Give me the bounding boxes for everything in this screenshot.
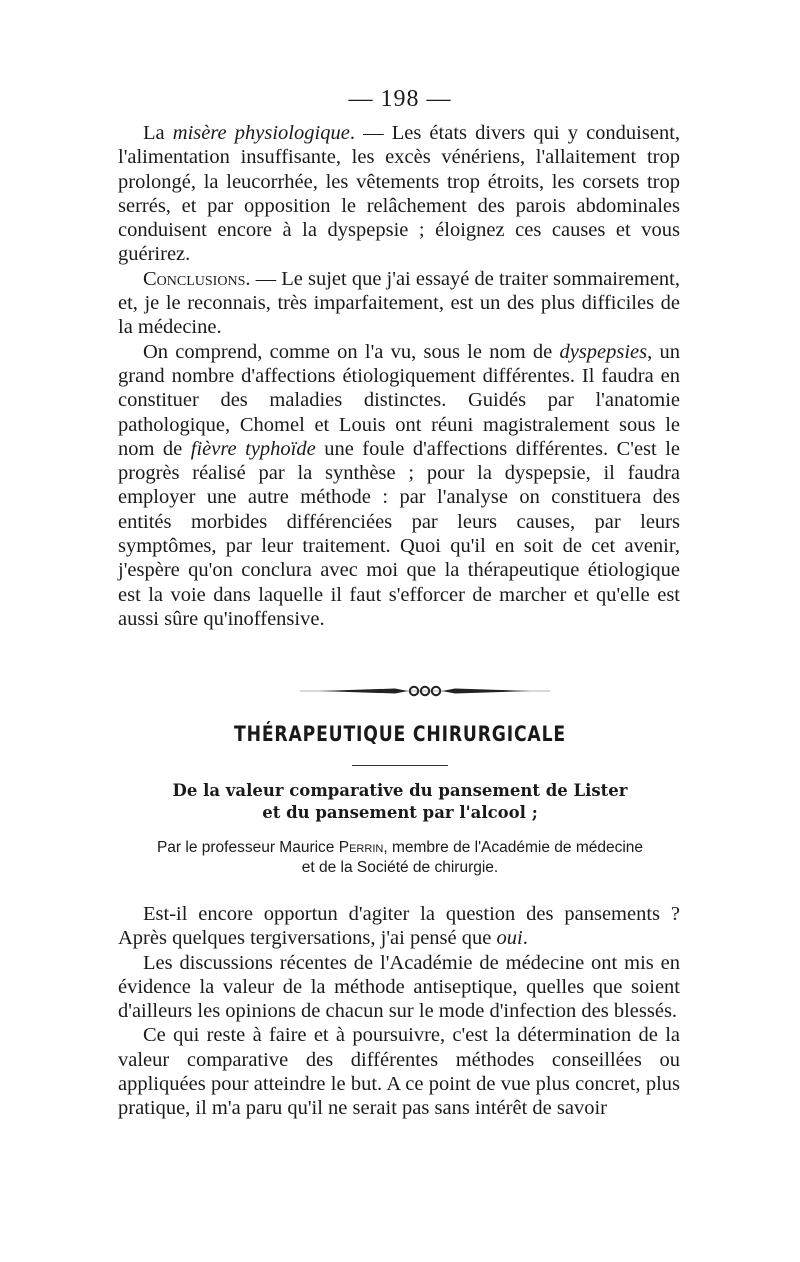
paragraph-text: On comprend, comme on l'a vu, sous le nom de [143,340,560,363]
byline-line-1 [0,838,800,858]
paragraph-lead: La [143,122,173,144]
byline [0,838,800,878]
byline-prefix: Par le professeur Maurice [156,839,339,856]
paragraph-text: — Le sujet que j'ai essayé de traiter sommairement, et, je le reconnais, très imparfaitement, est un des plus difficiles de la médecine. [118,267,680,339]
byline-suffix: , membre de l'Académie de médecine [383,839,644,856]
paragraph-dyspepsies [118,340,680,632]
paragraph-text: . [522,927,528,950]
paragraph-discussions: Les discussions récentes de l'Académie de médecine ont mis en évidence la valeur de la méthode antiseptique, quelles que soient d'ailleurs les opinions de chacun sur le mode d'infection des blessés. [118,951,680,1023]
paragraph-text: . — Les états divers qui y conduisent, l'alimentation insuffisante, les excès vénériens, l'allaitement trop prolongé, la leucorrhée, les vêtements trop étroits, les corsets trop serrés, et par opposition le relâchement des parois abdominales conduisent encore à la dyspepsie ; éloignez ces causes et vous guérirez. [118,122,681,266]
author-name: Perrin [338,839,384,856]
body-text-article [118,902,680,1121]
paragraph-text: Est-il encore opportun d'agiter la question des pansements ? Après quelques tergiversations, j'ai pensé que [118,903,680,950]
body-text-top [118,121,680,631]
italic-term: misère physiologique [172,122,350,144]
paragraph-text: une foule d'affections différentes. C'est le progrès réalisé par la synthèse ; pour la dyspepsie, il faudra employer une autre méthode : par l'analyse on constituera des entités morbides différenciées par leurs causes, par leurs symptômes, par leur traitement. Quoi qu'il en soit de cet avenir, j'espère qu'on conclura avec moi que la thérapeutique étiologique est la voie dans laquelle il faut s'efforcer de marcher et qu'elle est aussi sûre qu'inoffensive. [118,437,680,630]
italic-term: oui [496,927,523,950]
ornamental-divider [300,680,550,702]
conclusions-heading: Conclusions. [143,267,251,290]
italic-term: dyspepsies [559,340,648,363]
paragraph-opening [118,902,680,951]
paragraph-text: , un grand nombre d'affections étiologiquement différentes. Il faudra en constituer des maladies distinctes. Guidés par l'anatomie pathologique, Chomel et Louis ont réuni magistralement sous le nom de [118,340,680,460]
byline-line-2: et de la Société de chirurgie. [301,859,499,876]
paragraph-misere-physiologique [118,121,680,267]
paragraph-conclusions [118,267,680,340]
title-rule [352,765,448,766]
article-title-line-1: De la valeur comparative du pansement de Lister [172,781,628,800]
article-title-line-2: et du pansement par l'alcool ; [262,803,538,822]
section-title: THÉRAPEUTIQUE CHIRURGICALE [234,722,566,746]
article-title [0,780,800,824]
italic-term: fièvre typhoïde [190,437,316,460]
paragraph-comparative-value: Ce qui reste à faire et à poursuivre, c'est la détermination de la valeur comparative des différentes méthodes conseillées ou appliquées pour atteindre le but. A ce point de vue plus concret, plus pratique, il m'a paru qu'il ne serait pas sans intérêt de savoir [118,1024,680,1120]
page-number: — 198 — [348,86,452,112]
